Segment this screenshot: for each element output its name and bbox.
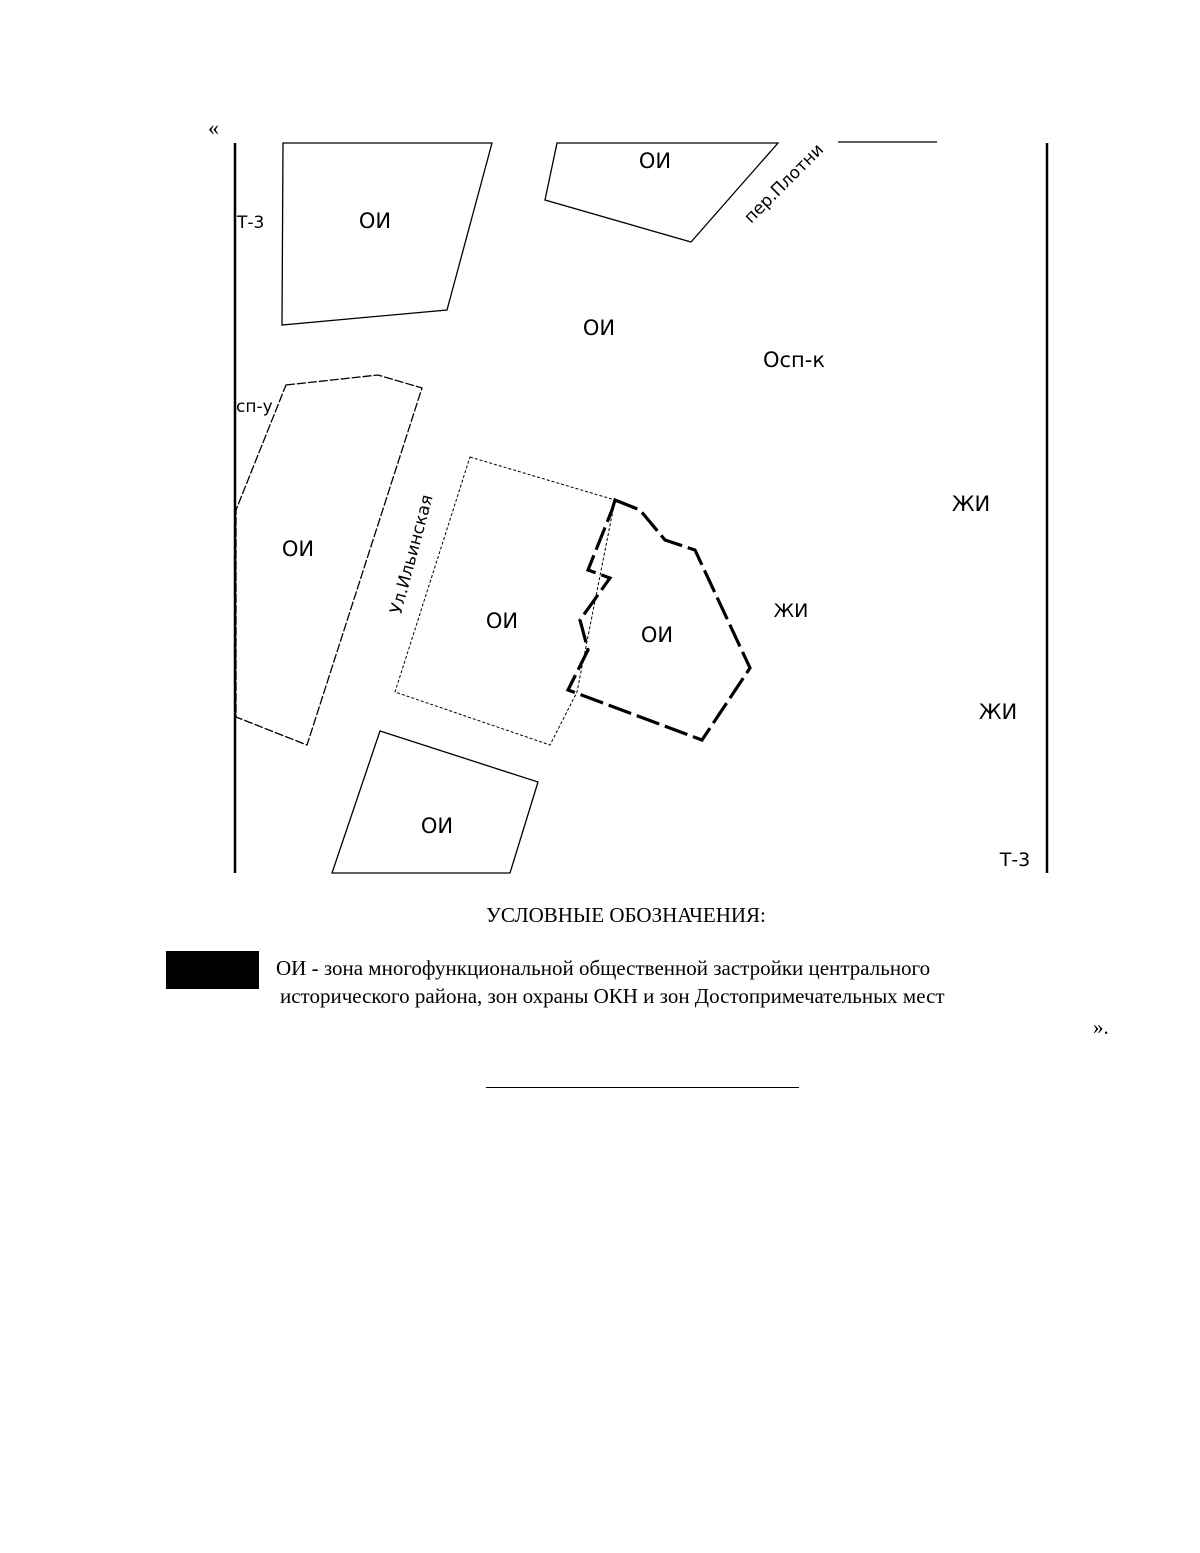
parcel-oi-left xyxy=(236,375,422,745)
zone-label-zhi: Осп-к xyxy=(762,348,826,372)
legend-text-line2: исторического района, зон охраны ОКН и зон Достопримечательных мест xyxy=(280,984,945,1008)
zone-label-oi: ОИ xyxy=(281,537,315,561)
opening-quote: « xyxy=(208,115,219,140)
zone-label-t3: ЖИ xyxy=(773,600,809,622)
zone-label-osp-k: ОИ xyxy=(582,316,616,340)
street-label-ilyinskaya: Ул.Ильинская xyxy=(386,492,438,617)
bottom-separator xyxy=(486,1087,799,1088)
zone-label-oi: ОИ xyxy=(358,209,392,233)
zone-label-zhi: ЖИ xyxy=(978,700,1018,724)
zone-label-oi: ОИ xyxy=(485,609,519,633)
legend-text-line1: ОИ - зона многофункциональной общественной застройки центрального xyxy=(276,956,931,980)
parcel-oi-highlighted xyxy=(568,500,750,740)
zone-label-partial-sp-u: Т-3 xyxy=(237,213,265,233)
street-label-plotnichny: пер.Плотни xyxy=(740,139,828,228)
zone-label-zhi: ЖИ xyxy=(951,492,991,516)
zone-label-oi: ОИ xyxy=(640,623,674,647)
zone-label-oi: ОИ xyxy=(638,149,672,173)
legend-title: УСЛОВНЫЕ ОБОЗНАЧЕНИЯ: xyxy=(486,903,766,927)
parcel-oi-top-left xyxy=(282,143,492,325)
legend-swatch-oi xyxy=(166,951,259,989)
zone-label-partial-i: сп-у xyxy=(236,397,273,417)
zone-label-oi: ОИ xyxy=(420,814,454,838)
closing-quote: ». xyxy=(1093,1015,1109,1039)
zone-label-t3: Т-3 xyxy=(999,849,1031,871)
parcel-oi-bottom xyxy=(332,731,538,873)
